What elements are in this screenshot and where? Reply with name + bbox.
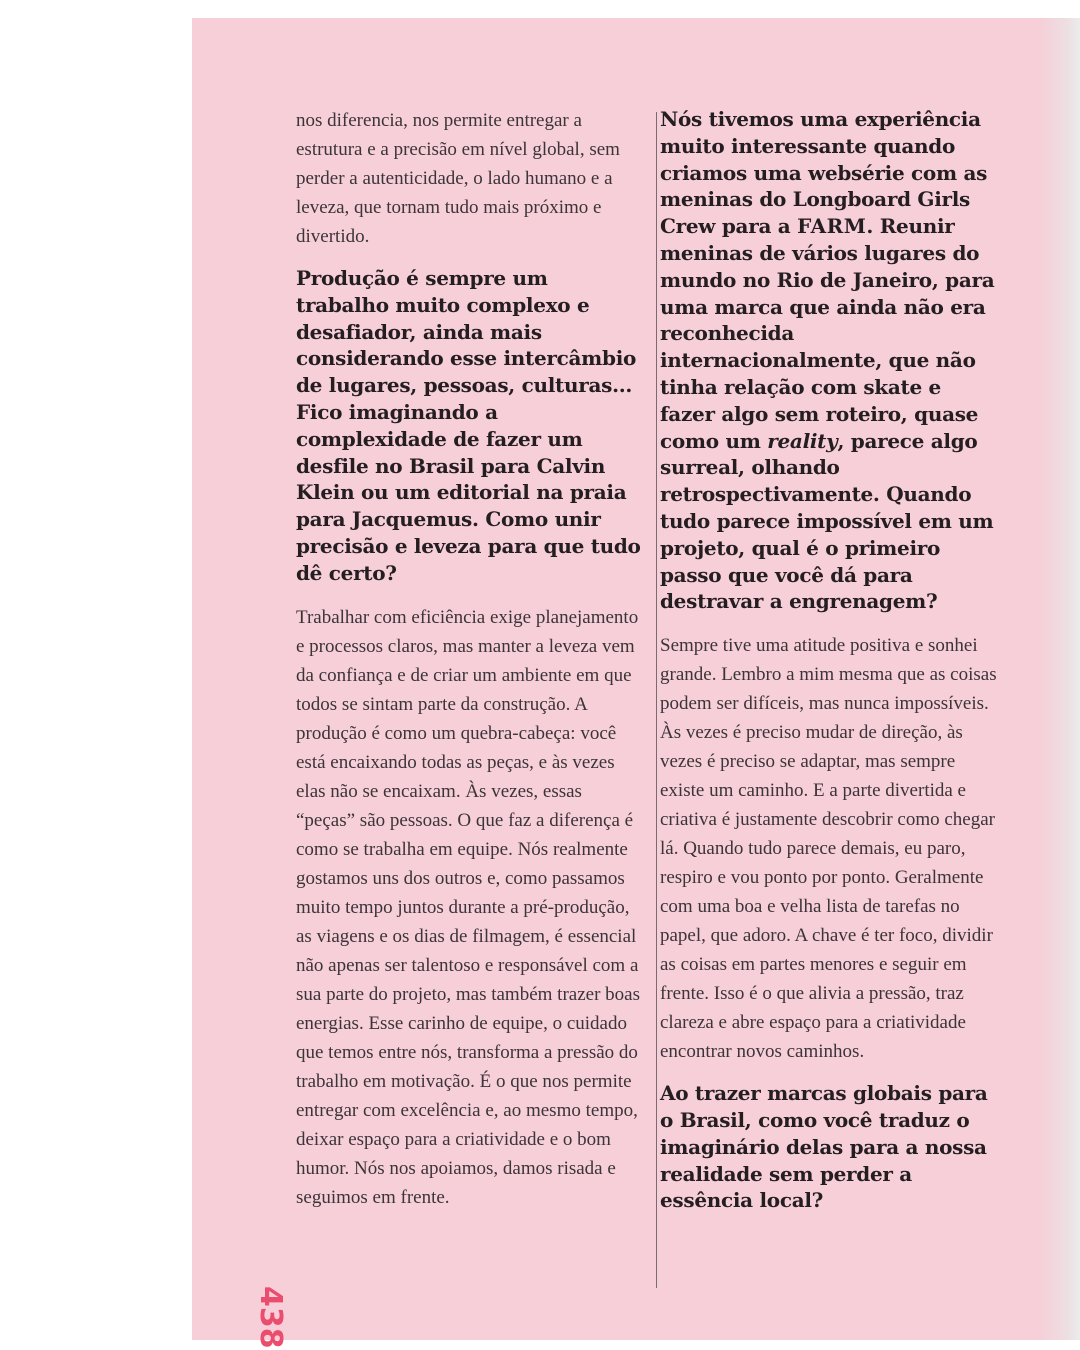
column-divider bbox=[656, 112, 657, 1288]
page-edge-shadow bbox=[1040, 18, 1080, 1340]
page-sheet bbox=[192, 18, 1080, 1349]
page-number bbox=[228, 1286, 288, 1349]
italic-word-reality: reality bbox=[767, 428, 838, 453]
left-column bbox=[296, 106, 641, 1212]
brand-name-farm: FARM bbox=[797, 214, 867, 239]
page-number-text: 438 bbox=[253, 1286, 288, 1349]
answer-production-paragraph: Trabalhar com eficiência exige planejamento e processos claros, mas manter a leveza vem da confiança e de criar um ambiente em que todos se sintam parte da construção. A produção é como um quebra-cabeça: você está encaixando todas as peças, e às vezes elas não se encaixam. Às vezes, essas “peças” são pessoas. O que faz a diferença é como se trabalha em equipe. Nós realmente gostamos uns dos outros e, como passamos muito tempo juntos durante a pré-produção, as viagens e os dias de filmagem, é essencial não apenas ser talentoso e responsável com a sua parte do projeto, mas também trazer boas energias. Esse carinho de equipe, o cuidado que temos entre nós, transforma a pressão do trabalho em motivação. É o que nos permite entregar com excelência e, ao mesmo tempo, deixar espaço para a criatividade e o bom humor. Nós nos apoiamos, damos risada e seguimos em frente. bbox=[296, 606, 640, 1208]
interview-question-production: Produção é sempre um trabalho muito complexo e desafiador, ainda mais considerando esse intercâmbio de lugares, pessoas, culturas... Fico imaginando a complexidade de fazer um desfile no Brasil para Calvin Klein ou um editorial na praia para Jacquemus. Como unir precisão e leveza para que tudo dê certo? bbox=[296, 266, 641, 585]
question-text-part: . Reunir meninas de vários lugares do mundo no Rio de Janeiro, para uma marca que ainda não era reconhecida internacionalmente, que não tinha relação com skate e fazer algo sem roteiro, quase como um bbox=[660, 214, 995, 453]
question-text-part: , parece algo surreal, olhando retrospectivamente. Quando tudo parece impossível em um projeto, qual é o primeiro passo que você dá para destravar a engrenagem? bbox=[660, 428, 994, 614]
question-text-part: Nós tivemos uma experiência muito interessante quando criamos uma websérie com as meninas do Longboard Girls Crew para a bbox=[660, 107, 988, 239]
interview-question-webseries bbox=[660, 106, 1000, 615]
answer-webseries-paragraph: Sempre tive uma atitude positiva e sonhei grande. Lembro a mim mesma que as coisas podem ser difíceis, mas nunca impossíveis. Às vezes é preciso mudar de direção, às vezes é preciso se adaptar, mas sempre existe um caminho. E a parte divertida e criativa é justamente descobrir como chegar lá. Quando tudo parece demais, eu paro, respiro e vou ponto por ponto. Geralmente com uma boa e velha lista de tarefas no papel, que adoro. A chave é ter foco, dividir as coisas em partes menores e seguir em frente. Isso é o que alivia a pressão, traz clareza e abre espaço para a criatividade encontrar novos caminhos. bbox=[660, 635, 997, 1063]
right-column bbox=[660, 106, 1000, 1214]
answer-continuation-paragraph: nos diferencia, nos permite entregar a estrutura e a precisão em nível global, sem perder a autenticidade, o lado humano e a leveza, que tornam tudo mais próximo e divertido. bbox=[296, 110, 620, 247]
interview-question-global-brands: Ao trazer marcas globais para o Brasil, como você traduz o imaginário delas para a nossa realidade sem perder a essência local? bbox=[660, 1081, 988, 1213]
